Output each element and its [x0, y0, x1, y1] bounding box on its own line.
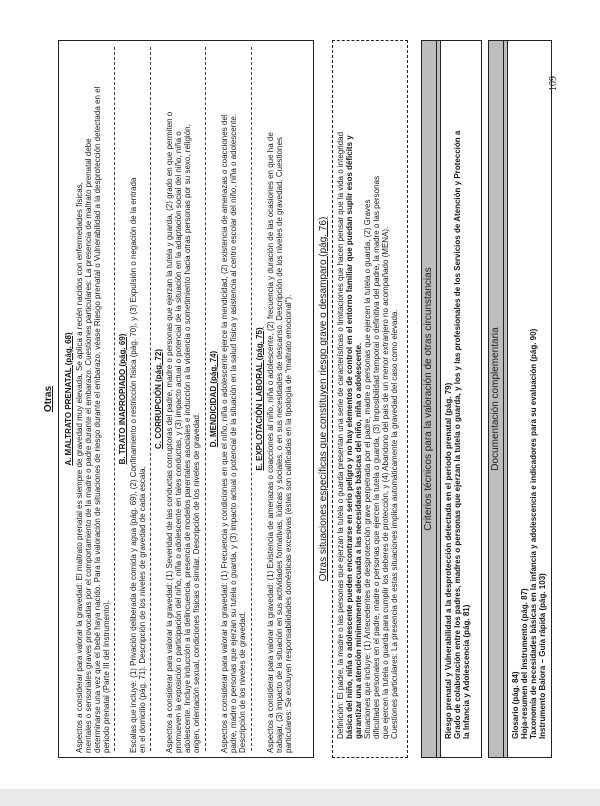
- riesgo-grave-box: [332, 40, 408, 758]
- maltrato-prenatal-line: Aspectos a considerar para valorar la gravedad: El maltrato prenatal es siempre de gravedad muy elevada. Se aplica a recién nacidos con enfermedades físicas,: [75, 182, 84, 753]
- corrupcion-line: promueven la exposición o participación del niño, niña o adolescente en tales conductas, y (3) impacto actual o potencial de la situación en la adaptación social del niño, niña o: [174, 131, 183, 753]
- list-item: • Glosario (pág. 84): [511, 45, 520, 739]
- maltrato-prenatal-line: periodo prenatal (Parte III del Instrumento).: [102, 600, 111, 753]
- list-item: la Infancia y Adolescencia (pág. 81): [462, 604, 471, 739]
- section-divider: [251, 47, 252, 751]
- corrupcion-line: adolescente. Incluye inducción a la delincuencia, presencia de modelos parentales asociales e inducción a la violencia o sometimiento hacia otras personas por su sexo, religión,: [183, 124, 192, 753]
- mendicidad-heading: D. MENDICIDAD (pág. 74): [209, 350, 218, 448]
- bottom-strip: [0, 789, 600, 806]
- list-item: • Grado de colaboración entre los padres, madres o personas que ejerzan la tutela o guarda, y los y las profesionales de los Servicios de Atención y Protección a: [453, 45, 462, 739]
- trato-inapropiado-line: Escalas que incluye: (1) Privación deliberada de comida y agua (pág. 69), (2) Confinamiento o restricción física (pág. 70), y (3) Expulsión o negación de la entrada: [129, 177, 138, 753]
- criterios-title: Criterios técnicos para la valoración de otras circunstancias: [423, 267, 434, 531]
- list-item: • Taxonomía de necesidades básicas en la infancia y adolescencia e indicadores para su evaluación (pág. 90): [529, 45, 538, 739]
- maltrato-prenatal-line: determinarse una vez que el bebé haya nacido. Para la valoración de situaciones de riesgo durante el embarazo, véase Riesgo prenatal o Vulnerabilidad a la desprotección detectada en el: [93, 86, 102, 753]
- documentacion-box: [488, 40, 552, 758]
- section-divider: [205, 47, 206, 751]
- documentacion-separator-bar: [504, 41, 508, 757]
- list-item: garantizar una atención mínimamente adecuada a las necesidades básicas del niño, niña o adolescente.: [354, 342, 363, 739]
- documentacion-title: Documentación complementaria: [490, 327, 501, 471]
- corrupcion-line: origen, orientación sexual, condiciones físicas o similar. Descripción de los niveles de gravedad.: [192, 412, 201, 753]
- list-item: • Definición: El padre, la madre o las personas que ejerzan la tutela o guarda presentan una serie de características o limitaciones que hacen pensar que la vida o integridad: [336, 45, 345, 739]
- criterios-list: [444, 45, 471, 749]
- mendicidad-line: Descripción de los niveles de gravedad.: [238, 611, 247, 753]
- list-item: • Riesgo prenatal y Vulnerabilidad a la desprotección detectada en el periodo prenatal (pág. 79): [444, 45, 453, 739]
- riesgo-grave-title: Otras situaciones específicas que constituyen riesgo grave o desamparo (pág. 76): [318, 216, 329, 582]
- corrupcion-line: Aspectos a considerar para valorar la gravedad: (1) Severidad de las conductas corruptoras del padre, madre o personas que ejerzan la tutela y guarda, (2) grado en que permiten o: [165, 111, 174, 753]
- list-item: • Situaciones que incluye: (1) Antecedentes de desprotección grave perpetrada por el padre, madre o personas que ejercen la tutela o guarda, (2) Graves: [363, 45, 372, 739]
- list-item: básica del niño, niña o adolescente pueden encontrarse en serio peligro y no hay elementos de control en el entorno familiar que puedan suplir esos déficits y: [345, 135, 354, 739]
- riesgo-grave-list: [336, 45, 399, 749]
- explotacion-laboral-line: trabajar, (3) impacto de la situación en sus actividades formativas, lúdicas y sociales, o en sus necesidades de descanso. Descripción de los niveles de gravedad. Cuestiones: [275, 137, 284, 753]
- list-item: dificultades personales en el padre, madre o personas que ejercen la tutela o guarda, (3) Imposibilidad temporal o definitiva del padre, la madre o las personas: [372, 176, 381, 739]
- page-number: 109: [548, 76, 559, 91]
- trato-inapropiado-line: en el domicilio (pág. 71). Descripción de los niveles de gravedad de cada escala.: [138, 466, 147, 753]
- list-item: • Hoja-resumen del Instrumento (pág. 87): [520, 45, 529, 739]
- explotacion-laboral-heading: E. EXPLOTACIÓN LABORAL (pág. 75): [255, 327, 264, 471]
- explotacion-laboral-line: Aspectos a considerar para valorar la gravedad: (1) Existencia de amenazas o coacciones al niño, niña o adolescente, (2) frecuencia y duración de las ocasiones en que ha de: [266, 132, 275, 753]
- criterios-box: [421, 40, 482, 758]
- list-item: que ejercen la tutela o guarda para cumplir los deberes de protección, y (4) Abandono del país de un menor extranjero no acompañado (MENA).: [381, 226, 390, 739]
- section-divider: [114, 47, 115, 751]
- maltrato-prenatal-heading: A. MALTRATO PRENATAL (pág. 68): [64, 332, 73, 466]
- corrupcion-heading: C. CORRUPCIÓN (pág. 72): [154, 349, 163, 450]
- trato-inapropiado-heading: B. TRATO INAPROPIADO (pág. 69): [118, 333, 127, 465]
- mendicidad-line: Aspectos a considerar para valorar la gravedad: (1) Frecuencia y condiciones en que el niño, niña o adolescente ejerce la mendicidad, (2) existencia de amenazas o coacciones del: [220, 114, 229, 753]
- section-divider: [150, 47, 151, 751]
- criterios-separator-bar: [437, 41, 441, 757]
- mendicidad-line: padre, madre o personas que ejerzan su tutela o guarda, y (3) impacto actual o potencial de la situación en la salud física y asistencia al centro escolar del niño, niña o adolescente.: [229, 113, 238, 753]
- otras-title: Otras: [43, 385, 54, 413]
- list-item: • Instrumento Balora – Guía rápida (pág. 103): [538, 45, 547, 739]
- maltrato-prenatal-line: mentales o sensoriales graves provocadas por el comportamiento de la madre o padre durante el embarazo. Cuestiones particulares: La presencia de maltrato prenatal debe: [84, 138, 93, 753]
- rotated-content: [40, 40, 600, 758]
- explotacion-laboral-line: particulares: Se excluyen responsabilidades domésticas excesivas (éstas son calificadas en la tipología de "maltrato emocional").: [284, 294, 293, 753]
- otras-box: [43, 40, 314, 758]
- list-item: • Cuestiones particulares: La presencia de estas situaciones implica automáticamente la gravedad del caso como elevada.: [390, 45, 399, 739]
- documentacion-list: [511, 45, 547, 749]
